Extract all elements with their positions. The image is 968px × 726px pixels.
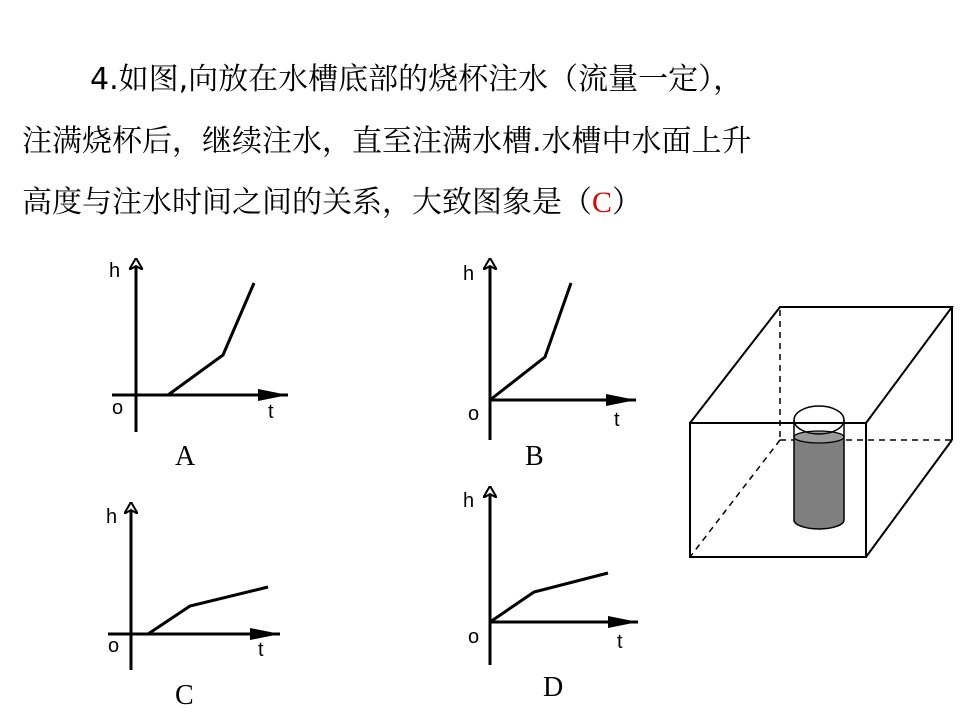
graph-d-option-label: D [543, 672, 564, 703]
graph-b-x-label: t [614, 409, 620, 431]
question-line-3-text: 高度与注水时间之间的关系，大致图象是（ [22, 185, 592, 220]
question-line-1: 4.如图,向放在水槽底部的烧杯注水（流量一定）， [90, 62, 744, 97]
question-line-3-close: ） [612, 185, 643, 220]
graph-a-y-label: h [109, 260, 121, 282]
tank-right-bottom-edge [866, 440, 952, 557]
graph-d-origin-label: o [468, 626, 480, 648]
graph-d-x-label: t [617, 631, 623, 653]
graph-d-y-label: h [463, 490, 475, 512]
graph-d-curve [490, 573, 608, 622]
graph-c-x-label: t [258, 639, 264, 661]
tank-illustration [690, 307, 952, 557]
answer-text: C [592, 186, 613, 219]
graph-b[interactable] [463, 258, 636, 472]
graph-c-origin-label: o [108, 635, 120, 657]
graph-b-option-label: B [525, 441, 544, 472]
graph-a-option-label: A [175, 441, 196, 472]
graph-c[interactable] [106, 502, 280, 711]
tank-hidden-edge-depth [690, 440, 780, 557]
graph-b-curve [490, 283, 571, 400]
graph-a-x-label: t [268, 401, 274, 423]
graph-c-curve [148, 587, 268, 634]
graph-a-origin-label: o [112, 397, 124, 419]
graph-b-y-label: h [463, 263, 475, 285]
beaker-rim [794, 406, 844, 434]
graph-a-curve [168, 283, 254, 395]
graph-c-y-label: h [106, 506, 118, 528]
beaker [794, 406, 844, 529]
graph-a[interactable] [109, 258, 288, 472]
beaker-water-surface [794, 431, 844, 443]
question-line-2: 注满烧杯后，继续注水，直至注满水槽.水槽中水面上升 [22, 124, 752, 159]
graph-c-option-label: C [175, 680, 194, 711]
beaker-water [794, 437, 844, 529]
graph-d[interactable] [463, 486, 638, 703]
graph-b-origin-label: o [468, 403, 480, 425]
